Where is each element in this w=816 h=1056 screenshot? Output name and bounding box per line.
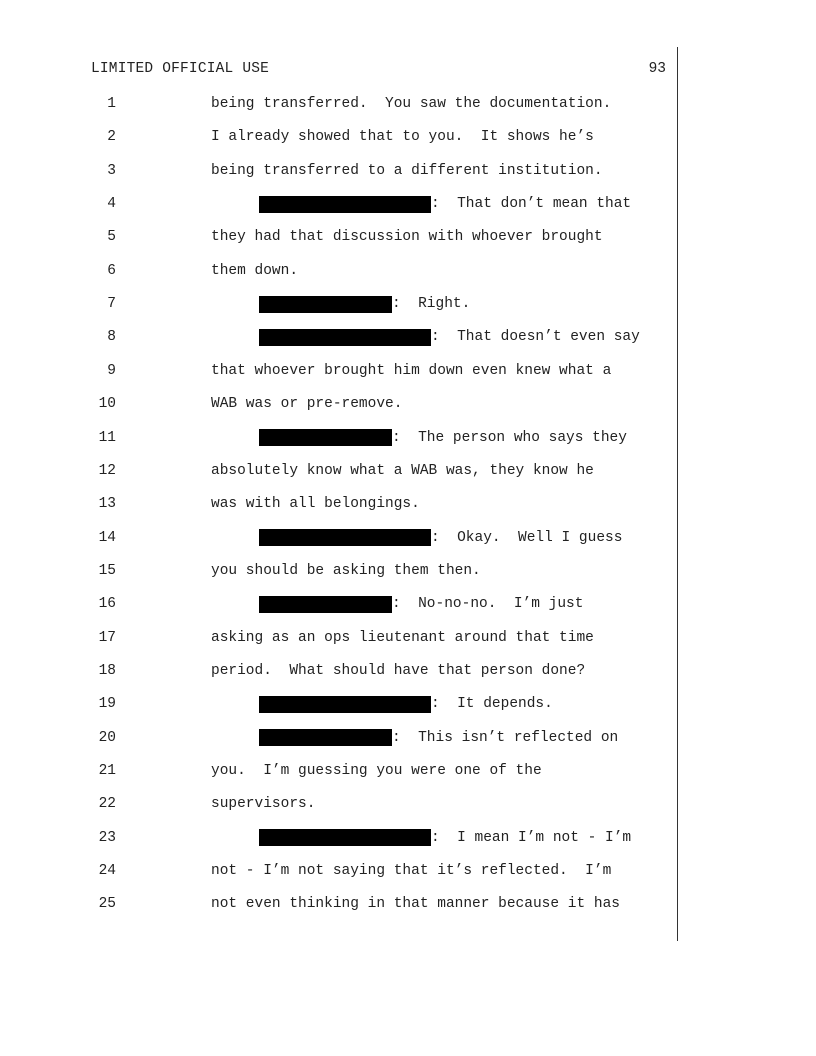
line-number: 6 (107, 262, 116, 279)
transcript-line (0, 93, 816, 115)
line-number: 20 (98, 729, 116, 746)
line-number: 23 (98, 829, 116, 846)
line-number: 1 (107, 96, 116, 112)
transcript-line (0, 827, 816, 849)
page-number: 93 (648, 61, 666, 77)
line-text: was with all belongings. (211, 496, 420, 513)
classification-header: LIMITED OFFICIAL USE (91, 61, 270, 77)
transcript-line (0, 493, 816, 515)
speaker-text: : That don’t mean that (431, 196, 632, 213)
transcript-line (0, 160, 816, 182)
transcript-line (0, 727, 816, 749)
line-text: period. What should have that person done? (211, 662, 586, 679)
line-number: 18 (98, 662, 116, 679)
line-text: being transferred to a different institution. (211, 162, 603, 179)
line-number: 19 (98, 696, 116, 713)
speaker-text: : No-no-no. I’m just (392, 596, 584, 613)
transcript-line (0, 293, 816, 315)
transcript-line (0, 460, 816, 482)
line-number: 2 (107, 129, 116, 146)
speaker-text: : Right. (392, 296, 471, 313)
line-number: 4 (107, 196, 116, 213)
speaker-turn (259, 727, 618, 749)
transcript-line (0, 793, 816, 815)
speaker-turn (259, 693, 553, 715)
speaker-turn (259, 326, 640, 348)
transcript-line (0, 660, 816, 682)
line-text: I already showed that to you. It shows he’s (211, 129, 594, 146)
speaker-text: : This isn’t reflected on (392, 729, 619, 746)
speaker-turn (259, 427, 627, 449)
line-text: you. I’m guessing you were one of the (211, 763, 542, 779)
transcript-line (0, 360, 816, 382)
line-number: 22 (98, 796, 116, 813)
redacted-speaker-name (259, 696, 431, 713)
transcript-line (0, 393, 816, 415)
line-number: 14 (98, 529, 116, 546)
transcript-line (0, 560, 816, 582)
transcript-line (0, 593, 816, 615)
transcript-line (0, 627, 816, 649)
line-text: not even thinking in that manner because it has (211, 896, 620, 913)
speaker-turn (259, 827, 631, 849)
line-text: WAB was or pre-remove. (211, 396, 403, 413)
speaker-text: : That doesn’t even say (431, 329, 640, 346)
line-number: 12 (98, 462, 116, 479)
redacted-speaker-name (259, 729, 392, 746)
line-number: 11 (98, 429, 116, 446)
speaker-text: : It depends. (431, 696, 553, 713)
transcript-line (0, 760, 816, 782)
transcript-line (0, 893, 816, 915)
speaker-text: : I mean I’m not - I’m (431, 829, 632, 846)
line-number: 3 (107, 162, 116, 179)
transcript-line (0, 427, 816, 449)
speaker-text: : The person who says they (392, 429, 627, 446)
redacted-speaker-name (259, 329, 431, 346)
transcript-line (0, 860, 816, 882)
transcript-line (0, 326, 816, 348)
line-number: 15 (98, 562, 116, 579)
line-text: asking as an ops lieutenant around that time (211, 629, 594, 646)
redacted-speaker-name (259, 196, 431, 213)
line-number: 25 (98, 896, 116, 913)
speaker-turn (259, 593, 583, 615)
line-text: you should be asking them then. (211, 562, 481, 579)
line-number: 9 (107, 362, 116, 379)
line-text: they had that discussion with whoever brought (211, 229, 603, 246)
transcript-line (0, 126, 816, 148)
line-number: 7 (107, 296, 116, 313)
line-number: 24 (98, 863, 116, 880)
line-number: 17 (98, 629, 116, 646)
transcript-line (0, 193, 816, 215)
line-text: being transferred. You saw the documentation. (211, 96, 612, 112)
transcript-line (0, 527, 816, 549)
redacted-speaker-name (259, 296, 392, 313)
transcript-line (0, 226, 816, 248)
transcript-line (0, 260, 816, 282)
line-text: not - I’m not saying that it’s reflected. I’m (211, 863, 612, 880)
line-text: absolutely know what a WAB was, they know he (211, 462, 594, 479)
speaker-turn (259, 193, 631, 215)
line-text: supervisors. (211, 796, 316, 813)
speaker-text: : Okay. Well I guess (431, 529, 623, 546)
redacted-speaker-name (259, 529, 431, 546)
line-number: 13 (98, 496, 116, 513)
line-number: 5 (107, 229, 116, 246)
line-text: them down. (211, 262, 299, 279)
line-number: 8 (107, 329, 116, 346)
line-number: 21 (98, 763, 116, 779)
redacted-speaker-name (259, 596, 392, 613)
redacted-speaker-name (259, 829, 431, 846)
line-number: 16 (98, 596, 116, 613)
line-number: 10 (98, 396, 116, 413)
line-text: that whoever brought him down even knew what a (211, 362, 612, 379)
speaker-turn (259, 527, 622, 549)
speaker-turn (259, 293, 470, 315)
transcript-line (0, 693, 816, 715)
redacted-speaker-name (259, 429, 392, 446)
